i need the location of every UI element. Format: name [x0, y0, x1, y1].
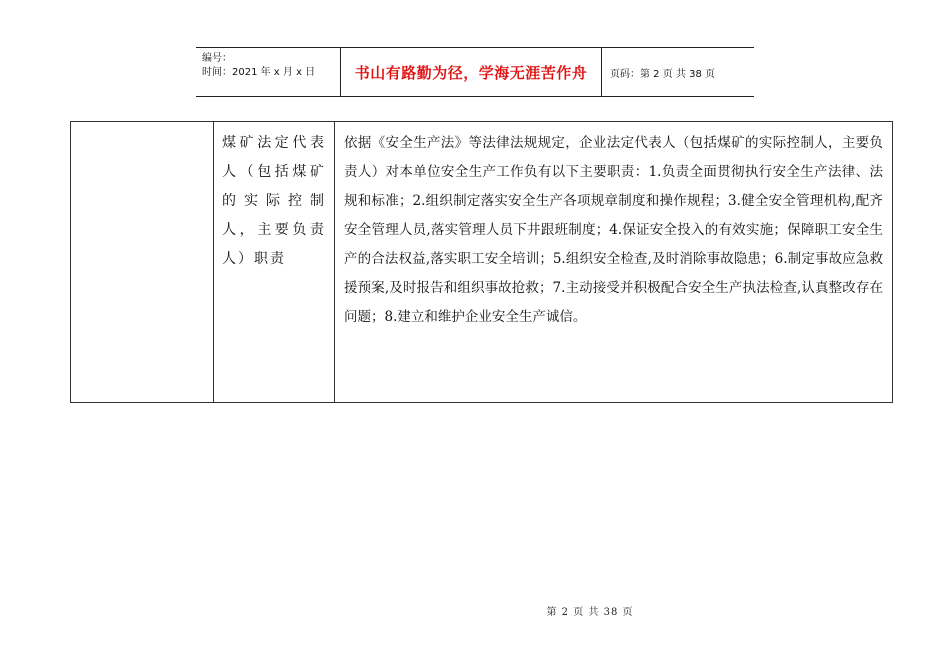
header-motto: 书山有路勤为径，学海无涯苦作舟: [340, 48, 602, 96]
table-cell-duties: 依据《安全生产法》等法律法规规定，企业法定代表人（包括煤矿的实际控制人，主要负责人）对本单位安全生产工作负有以下主要职责：1.负责全面贯彻执行安全生产法律、法规和标准；2.组织制定落实安全生产各项规章制度和操作规程；3.健全安全管理机构,配齐安全管理人员,落实管理人员下井跟班制度；4.保证安全投入的有效实施；保障职工安全生产的合法权益,落实职工安全培训；5.组织安全检查,及时消除事故隐患；6.制定事故应急救援预案,及时报告和组织事故抢救；7.主动接受并积极配合安全生产执法检查,认真整改存在问题；8.建立和维护企业安全生产诚信。: [344, 135, 883, 325]
document-time-label: 时间：2021 年 x 月 x 日: [202, 67, 316, 78]
duties-table: [70, 121, 893, 403]
table-cell-category: [71, 122, 214, 402]
document-number-label: 编号：: [202, 53, 232, 64]
header-page-number: 页码：第 2 页 共 38 页: [610, 68, 715, 80]
page-header: [196, 47, 754, 97]
footer-page-number: 第 2 页 共 38 页: [546, 607, 634, 618]
page-footer: [0, 603, 950, 618]
header-meta: [196, 48, 340, 96]
table-cell-role: 煤矿法定代表人（包括煤矿的实际控制人，主要负责人）职责: [214, 122, 335, 402]
